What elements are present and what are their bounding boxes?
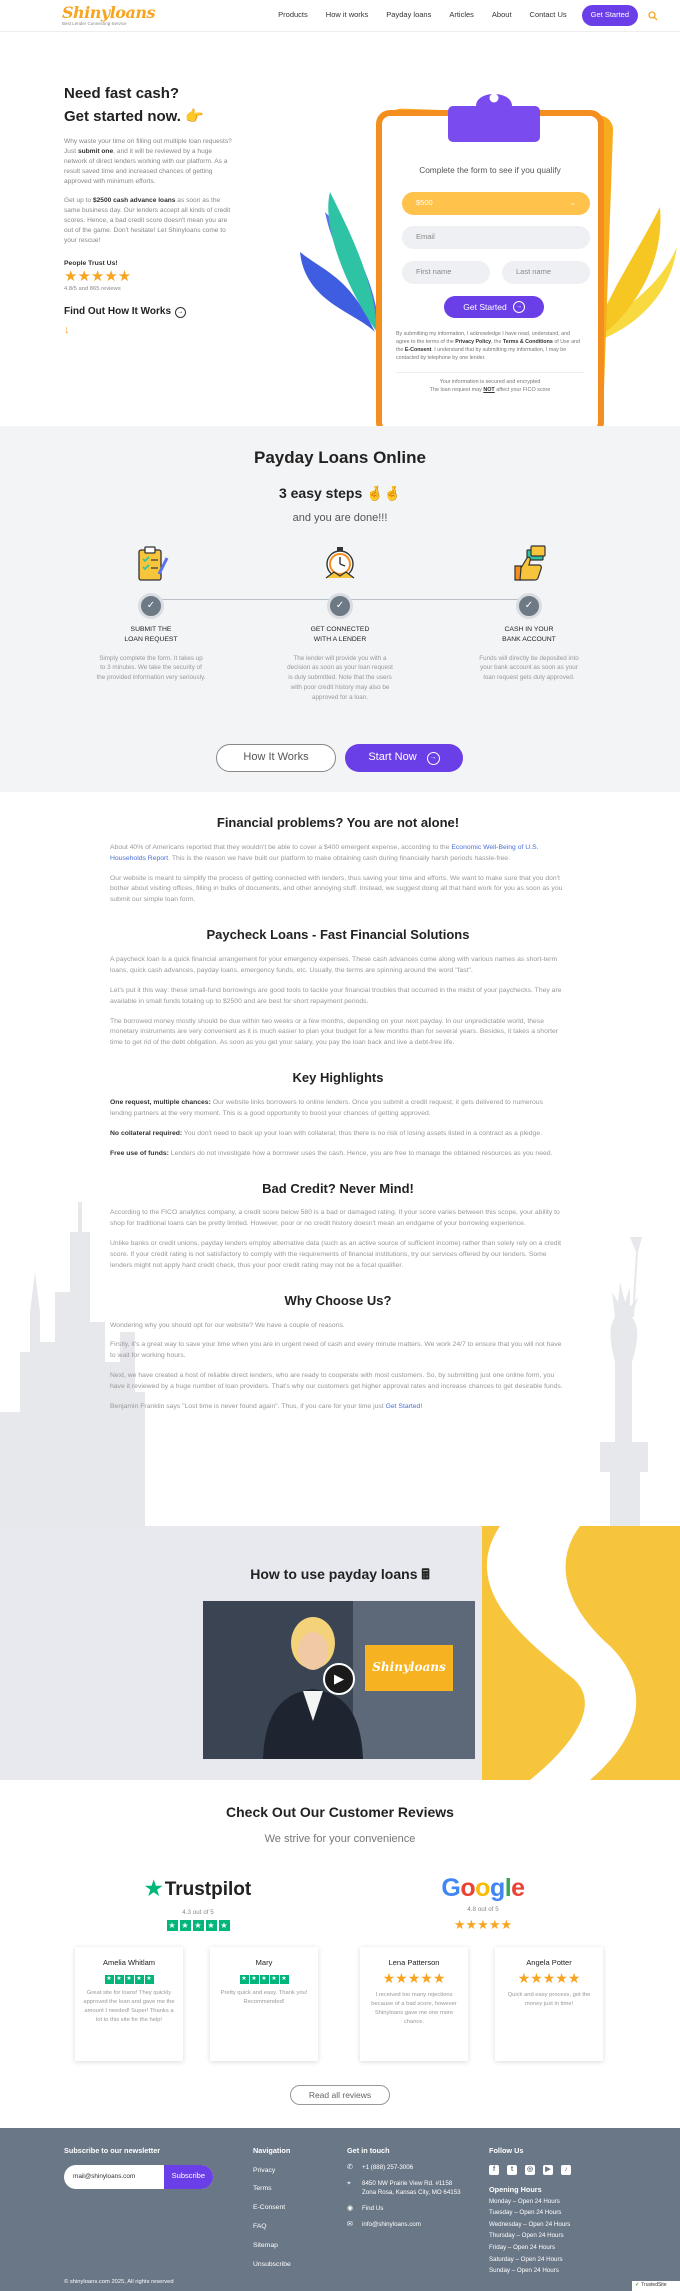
footer-link-terms[interactable]: Terms	[253, 2185, 272, 2193]
fingers-crossed-icon: 🤞🤞	[366, 485, 402, 501]
trust-rating-stars: ★★★★★	[64, 267, 132, 285]
form-security-note: Your information is secured and encrypted The loan request may NOT affect your FICO score	[429, 379, 551, 394]
opening-hours	[489, 2198, 599, 2276]
article-section	[0, 792, 680, 1526]
google-rating-text: 4.8 out of 5	[467, 1906, 499, 1914]
email-field[interactable]: Email	[402, 226, 590, 249]
logo-text: Shinyloans	[62, 2, 155, 22]
step-cash	[474, 544, 584, 683]
cash-register-icon: 🖩	[421, 1566, 430, 1582]
google-rating[interactable]	[435, 1875, 531, 1935]
reviewer-name: Lena Patterson	[388, 1958, 440, 1967]
loan-amount-select[interactable]: $500 ⌄	[402, 192, 590, 215]
statue-of-liberty-decoration	[570, 1232, 680, 1526]
hours-monday: Monday – Open 24 Hours	[489, 2197, 560, 2205]
arrow-down-icon: ↓	[64, 323, 70, 336]
footer-link-privacy[interactable]: Privacy	[253, 2166, 276, 2174]
clipboard-clip	[448, 84, 540, 142]
highlight-no-collateral: No collateral required: You don't need to back up your loan with collateral; thus there is no risk of losing assets listed in a contract as a pledge.	[110, 1129, 543, 1137]
trust-title: People Trust Us!	[64, 259, 118, 267]
hours-thursday: Thursday – Open 24 Hours	[489, 2232, 564, 2240]
subscribe-button[interactable]: Subscribe	[164, 2165, 213, 2189]
arrow-right-icon: →	[427, 752, 440, 765]
reviews-section	[0, 1780, 680, 2128]
steps-tagline: and you are done!!!	[292, 512, 388, 524]
hours-saturday: Saturday – Open 24 Hours	[489, 2255, 563, 2263]
paragraph-problems: About 40% of Americans reported that they wouldn't be able to cover a $400 emergent expense, according to the Economic Well-Being of U.S. Households Report. This is the reason we have built our platform to make obtaining cash during financially harsh periods hassle-free.	[110, 843, 539, 862]
review-text: Quick and easy process, got the money just in time!	[507, 1992, 591, 2008]
play-icon[interactable]: ▶	[323, 1663, 355, 1695]
step-1-title: SUBMIT THE LOAN REQUEST	[124, 626, 178, 644]
video-logo: Shinyloans	[365, 1645, 453, 1691]
youtube-icon[interactable]: ▶	[543, 2165, 553, 2175]
newsletter-title: Subscribe to our newsletter	[64, 2146, 161, 2155]
steps-section	[0, 426, 680, 792]
steps-title: Payday Loans Online	[254, 448, 426, 467]
get-started-link[interactable]: Get Started!	[385, 1402, 423, 1410]
blue-leaf-decoration	[295, 192, 385, 342]
hero-paragraph-1: Why waste your time on filling out multiple loan requests? Just submit one, and it will be reviewed by a huge network of direct lenders working with our platform. As a result saved time and increased chances of getting approved with minimum efforts.	[64, 137, 232, 186]
form-legal-text: By submitting my information, I acknowledge I have read, understand, and agree to the terms of the Privacy Policy, the Terms & Conditions of Use and the E-Consent. I understand that by submitting my information, I may be contacted by telephone by one lender.	[396, 331, 580, 361]
nav-link-payday-loans[interactable]: Payday loans	[386, 10, 432, 20]
reviews-subtitle: We strive for your convenience	[264, 1833, 416, 1845]
review-stars: ★★★★★	[382, 1969, 446, 1986]
loan-request-form	[376, 110, 604, 436]
trust-rating-text: 4.8/5 and 865 reviews	[64, 286, 121, 293]
form-divider	[396, 372, 584, 373]
highlight-free-use: Free use of funds: Lenders do not investigate how a borrower uses the cash. Hence, you are free to manage the obtained resources as you need.	[110, 1149, 553, 1157]
heading-bad-credit: Bad Credit? Never Mind!	[262, 1180, 414, 1196]
video-title: How to use payday loans 🖩	[250, 1566, 430, 1582]
step-3-title: CASH IN YOUR BANK ACCOUNT	[502, 626, 556, 644]
contact-title: Get in touch	[347, 2146, 390, 2155]
heading-why-choose-us: Why Choose Us?	[284, 1292, 392, 1308]
review-text: Pretty quick and easy. Thank you! Recommended!	[220, 1989, 308, 2005]
social-links	[489, 2165, 599, 2175]
trustpilot-star-icon: ★	[144, 1878, 163, 1900]
follow-us	[489, 2146, 599, 2276]
step-submit	[96, 544, 206, 683]
paragraph-paycheck-2: Let's put it this way: these small-fund borrowings are good tools to tackle your financial troubles that occurred in the midst of your paychecks. They are available in small funds totaling up to $2500 and are best for short repayment periods.	[110, 986, 562, 1005]
nav-link-articles[interactable]: Articles	[449, 10, 474, 20]
check-icon: ✓	[327, 593, 353, 619]
trustpilot-rating[interactable]	[144, 1875, 252, 1931]
footer-link-unsubscribe[interactable]: Unsubscribe	[253, 2260, 291, 2268]
review-card	[210, 1947, 318, 2061]
reviewer-name: Angela Potter	[526, 1958, 572, 1967]
paragraph-bad-credit-1: According to the FICO analytics company, a credit score below 580 is a bad or damaged rating. If your score varies between this scope, your ability to shop for traditional loans can be pretty limited. However, poor or no credit history doesn't mean an endgame of your borrowing experience.	[110, 1209, 560, 1228]
paragraph-paycheck-3: The borrowed money mostly should be due within two weeks or a few months, depending on your next payday. In our unpredictable world, these monetary instruments are very convenient as it is much easier to plan your budget for a few months than for several years. Besides, it takes a shorter time to get rid of the debt obligation. As soon as you get your salary, you pay the loan back and live a debt-free life.	[110, 1017, 559, 1047]
paragraph-why-4: Benjamin Franklin says "Lost time is never found again". Thus, if you care for your time just Get Started!	[110, 1402, 423, 1410]
find-out-how-link[interactable]: Find Out How It Works →	[64, 305, 234, 320]
paragraph-website: Our website is meant to simplify the process of getting connected with lenders, thus saving your time and efforts. We want to make sure that you don't bother about visiting offices, filling in bulks of documents, and other annoying stuff. Instead, we suggest doing all that hard work for you as soon as you submit our simple loan form.	[110, 874, 563, 904]
economic-report-link[interactable]: Economic Well-Being of U.S. Households Report	[110, 843, 539, 862]
trustpilot-stars: ★ ★ ★ ★ ★	[168, 1921, 228, 1931]
clipboard-checklist-icon	[131, 544, 171, 584]
footer	[0, 2128, 680, 2291]
follow-title: Follow Us	[489, 2146, 524, 2155]
search-icon[interactable]	[648, 11, 658, 21]
chevron-down-icon: ⌄	[569, 198, 576, 208]
contact-info	[347, 2146, 467, 2230]
map-pin-icon: ◉	[347, 2204, 354, 2212]
article-body	[110, 792, 566, 1422]
video-section	[0, 1526, 680, 1780]
google-stars: ★★★★★	[453, 1917, 513, 1933]
how-it-works-button[interactable]: How It Works	[216, 744, 336, 772]
review-stars: ★★★★★	[517, 1969, 581, 1986]
steps-subtitle: 3 easy steps 🤞🤞	[278, 485, 402, 501]
e-consent-link[interactable]: E-Consent	[404, 346, 432, 353]
contact-email[interactable]: ✉ info@shinyloans.com	[347, 2220, 421, 2228]
hours-friday: Friday – Open 24 Hours	[489, 2244, 556, 2252]
logo[interactable]	[62, 2, 155, 27]
start-now-button[interactable]: Start Now →	[345, 744, 463, 772]
twitter-icon[interactable]: t	[507, 2165, 517, 2175]
nav-link-how-it-works[interactable]: How it works	[325, 10, 369, 20]
footer-link-e-consent[interactable]: E-Consent	[253, 2204, 286, 2212]
hero-section	[0, 32, 680, 427]
thumbs-up-money-icon	[509, 544, 549, 584]
instagram-icon[interactable]: ◎	[526, 2165, 534, 2173]
tiktok-icon[interactable]: ♪	[561, 2165, 571, 2175]
step-1-description: Simply complete the form. It takes up to 3 minutes. We take the security of the provided information very seriously.	[96, 654, 206, 682]
newsletter-form	[64, 2165, 213, 2189]
video-player[interactable]	[203, 1601, 475, 1759]
google-logo: Google	[441, 1874, 525, 1902]
newsletter-email-input[interactable]: mail@shinyloans.com	[73, 2172, 136, 2180]
logo-tagline: Best Lender Connecting Service	[62, 20, 127, 26]
form-get-started-button[interactable]: Get Started →	[444, 296, 544, 318]
check-icon: ✓	[635, 2282, 640, 2289]
review-card	[495, 1947, 603, 2061]
reviewer-name: Mary	[255, 1958, 273, 1967]
paragraph-bad-credit-2: Unlike banks or credit unions, payday lenders employ alternative data (such as an active source of sufficient income) rather than solely rely on a credit score. If your credit rating is not satisfactory to comply with the requirements of financial institutions, try our services offered by our lenders. Some lenders might not apply hard credit check, thus your poor credit rating may not be a focal qualifier.	[110, 1240, 561, 1269]
top-nav	[0, 0, 680, 32]
review-text: Great site for loans! They quickly approved the loan and gave me the amount I needed! Super! Thanks a lot to this site for the help!	[83, 1989, 175, 2023]
trustedsite-badge[interactable]: ✓ TrustedSite	[632, 2281, 680, 2291]
opening-hours-title: Opening Hours	[489, 2184, 542, 2194]
review-text: I received too many rejections because of a bad score, however Shinyloans gave me one more chance.	[371, 1992, 457, 2026]
arrow-right-icon: →	[513, 301, 525, 313]
paragraph-why-3: Next, we have created a host of reliable direct lenders, who are ready to cooperate with most customers. So, by submitting just one online form, you have it reviewed by a huge number of loan providers. That's why our customers get higher approval rates and increase chances to get desirable funds.	[110, 1372, 563, 1391]
terms-link[interactable]: Terms & Conditions	[502, 338, 553, 345]
footer-nav-title: Navigation	[253, 2146, 291, 2155]
arrow-right-icon: →	[175, 307, 186, 318]
step-2-description: The lender will provide you with a decision as soon as your loan request is duly submitted. Note that the users with poor credit history may also be approved for a loan.	[287, 654, 393, 701]
hero-paragraph-2: Get up to $2500 cash advance loans as soon as the same business day. Our lenders accept all kinds of credit scores. Hence, a bad credit score doesn't mean you are out of the game. Don't hesitate! Let Shinyloans come to your rescue!	[64, 196, 231, 245]
heading-key-highlights: Key Highlights	[292, 1070, 384, 1086]
trustpilot-rating-text: 4.3 out of 5	[182, 1909, 214, 1916]
reviews-title: Check Out Our Customer Reviews	[226, 1804, 454, 1820]
facebook-icon[interactable]: f	[489, 2165, 499, 2175]
contact-find-us[interactable]: ◉ Find Us	[347, 2204, 384, 2212]
hours-tuesday: Tuesday – Open 24 Hours	[489, 2209, 562, 2217]
check-icon: ✓	[138, 593, 164, 619]
nav-link-about[interactable]: About	[491, 10, 512, 20]
review-stars: ★ ★ ★ ★ ★	[106, 1975, 152, 1982]
heading-paycheck-loans: Paycheck Loans - Fast Financial Solutions	[206, 927, 470, 943]
review-card	[360, 1947, 468, 2061]
hero-intro	[64, 82, 234, 339]
nav-link-contact[interactable]: Contact Us	[529, 10, 567, 20]
stopwatch-handshake-icon	[320, 544, 360, 584]
step-connect	[285, 544, 395, 702]
step-2-title: GET CONNECTED WITH A LENDER	[310, 626, 370, 644]
nav-link-products[interactable]: Products	[278, 10, 308, 20]
phone-icon: ✆	[347, 2163, 353, 2171]
privacy-policy-link[interactable]: Privacy Policy	[455, 338, 492, 345]
trustpilot-logo: ★ Trustpilot	[150, 1875, 246, 1904]
last-name-field[interactable]: Last name	[502, 261, 590, 284]
reviewer-name: Amelia Whitlam	[102, 1958, 156, 1967]
paragraph-why-1: Wondering why you should opt for our website? We have a couple of reasons.	[110, 1321, 345, 1329]
contact-address: ⌖ 8450 NW Prairie View Rd. #1158 Zona Rosa, Kansas City, MO 64153	[347, 2179, 461, 2196]
contact-phone[interactable]: ✆ +1 (888) 257-3006	[347, 2163, 414, 2171]
paragraph-why-2: Firstly, it's a great way to save your time when you are in urgent need of cash and every minute matters. We work 24/7 to ensure that you will not have to wait for working hours.	[110, 1341, 562, 1360]
hours-sunday: Sunday – Open 24 Hours	[489, 2267, 559, 2275]
pointing-hand-icon: 👉	[185, 108, 204, 126]
hero-title-1: Need fast cash?	[64, 85, 180, 102]
read-all-reviews-button[interactable]: Read all reviews	[290, 2085, 390, 2105]
nav-get-started-button[interactable]: Get Started	[582, 5, 638, 26]
form-title: Complete the form to see if you qualify	[419, 165, 561, 175]
hero-title-2: Get started now. 👉	[64, 108, 204, 126]
review-stars: ★ ★ ★ ★ ★	[241, 1975, 287, 1982]
envelope-icon: ✉	[347, 2220, 353, 2228]
copyright: © shinyloans.com 2025, All rights reserved	[64, 2279, 174, 2285]
footer-link-faq[interactable]: FAQ	[253, 2223, 267, 2231]
location-pin-icon: ⌖	[347, 2179, 351, 2187]
footer-navigation	[253, 2146, 291, 2270]
heading-financial-problems: Financial problems? You are not alone!	[216, 815, 460, 830]
first-name-field[interactable]: First name	[402, 261, 490, 284]
nav-links	[269, 5, 658, 26]
check-icon: ✓	[516, 593, 542, 619]
hours-wednesday: Wednesday – Open 24 Hours	[489, 2220, 571, 2228]
footer-link-sitemap[interactable]: Sitemap	[253, 2241, 278, 2249]
step-3-description: Funds will directly be deposited into your bank account as soon as your loan request gets duly approved.	[479, 654, 579, 682]
newsletter	[64, 2146, 213, 2189]
paragraph-paycheck-1: A paycheck loan is a quick financial arrangement for your emergency expenses. These cash advances come along with various names as short-term loans, quick cash advances, payday loans, emergency funds, etc. Usually, the terms are spinning around the word "fast".	[110, 956, 558, 974]
review-card	[75, 1947, 183, 2061]
highlight-one-request: One request, multiple chances: Our website links borrowers to online lenders. Once you submit a credit request, it gets delivered to numerous lending partners at the very moment. This is a good opportunity to boost your chances of getting approved.	[110, 1099, 543, 1117]
